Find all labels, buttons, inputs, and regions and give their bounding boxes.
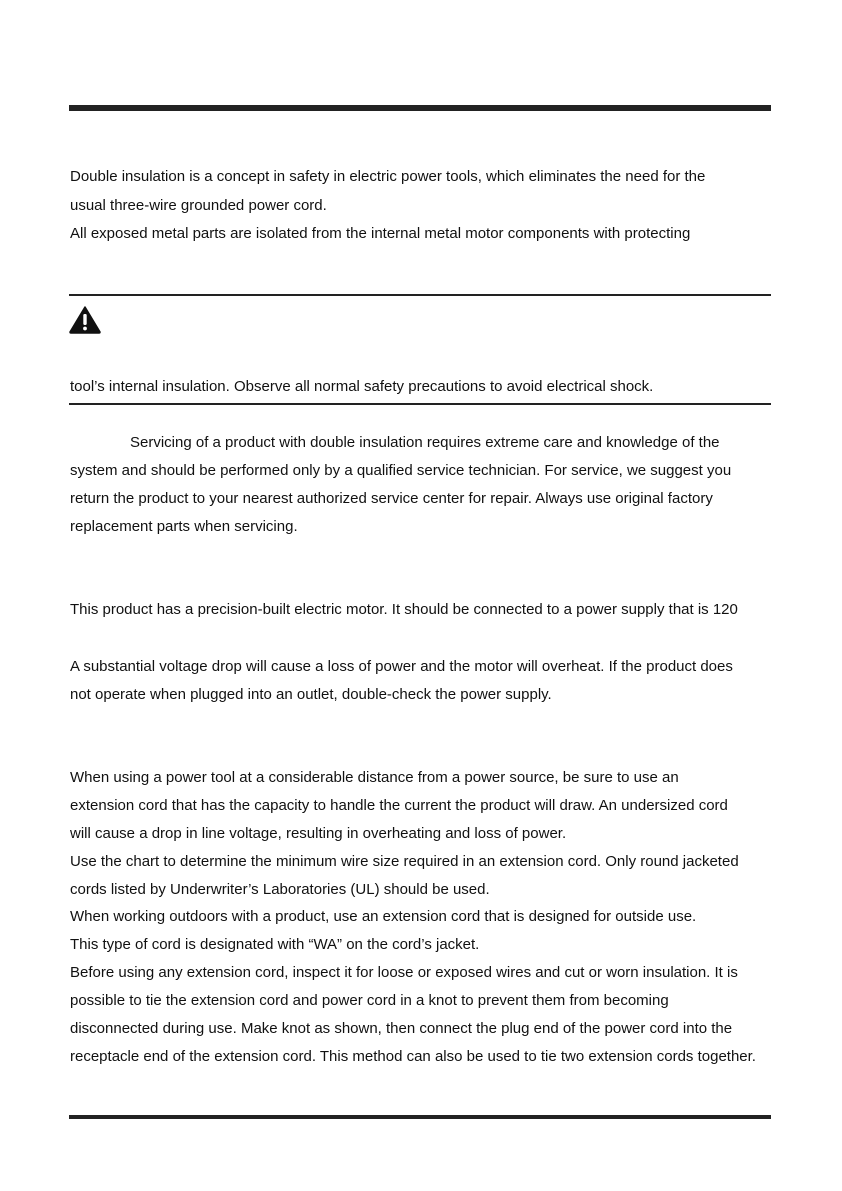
extension-line: Before using any extension cord, inspect it for loose or exposed wires and cut or worn insulation. It is	[70, 964, 738, 981]
servicing-line: system and should be performed only by a qualified service technician. For service, we suggest you	[70, 462, 732, 479]
bottom-rule	[69, 1115, 771, 1119]
extension-line: When working outdoors with a product, use an extension cord that is designed for outside use.	[70, 908, 697, 925]
motor-line: A substantial voltage drop will cause a loss of power and the motor will overheat. If the product does	[70, 658, 733, 675]
motor-line: not operate when plugged into an outlet, double-check the power supply.	[70, 686, 552, 703]
warning-text: tool’s internal insulation. Observe all normal safety precautions to avoid electrical shock.	[70, 378, 654, 395]
extension-line: will cause a drop in line voltage, resulting in overheating and loss of power.	[70, 825, 567, 842]
warning-triangle-icon	[69, 306, 101, 334]
top-rule	[69, 105, 771, 111]
warning-bottom-rule	[69, 403, 771, 405]
intro-line: usual three-wire grounded power cord.	[70, 197, 327, 214]
servicing-line: Servicing of a product with double insulation requires extreme care and knowledge of the	[130, 434, 720, 451]
servicing-line: replacement parts when servicing.	[70, 518, 298, 535]
warning-top-rule	[69, 294, 771, 296]
intro-line: All exposed metal parts are isolated from the internal metal motor components with protecting	[70, 225, 691, 242]
intro-line: Double insulation is a concept in safety in electric power tools, which eliminates the need for the	[70, 168, 706, 185]
extension-line: disconnected during use. Make knot as shown, then connect the plug end of the power cord into the	[70, 1020, 733, 1037]
servicing-line: return the product to your nearest authorized service center for repair. Always use original factory	[70, 490, 713, 507]
motor-line: This product has a precision-built electric motor. It should be connected to a power supply that is 120	[70, 601, 738, 618]
extension-line: cords listed by Underwriter’s Laboratories (UL) should be used.	[70, 881, 490, 898]
extension-line: possible to tie the extension cord and power cord in a knot to prevent them from becoming	[70, 992, 669, 1009]
extension-line: receptacle end of the extension cord. This method can also be used to tie two extension cords together.	[70, 1048, 756, 1065]
extension-line: This type of cord is designated with “WA” on the cord’s jacket.	[70, 936, 480, 953]
extension-line: Use the chart to determine the minimum wire size required in an extension cord. Only round jacketed	[70, 853, 739, 870]
extension-line: extension cord that has the capacity to handle the current the product will draw. An undersized cord	[70, 797, 728, 814]
extension-line: When using a power tool at a considerable distance from a power source, be sure to use an	[70, 769, 679, 786]
